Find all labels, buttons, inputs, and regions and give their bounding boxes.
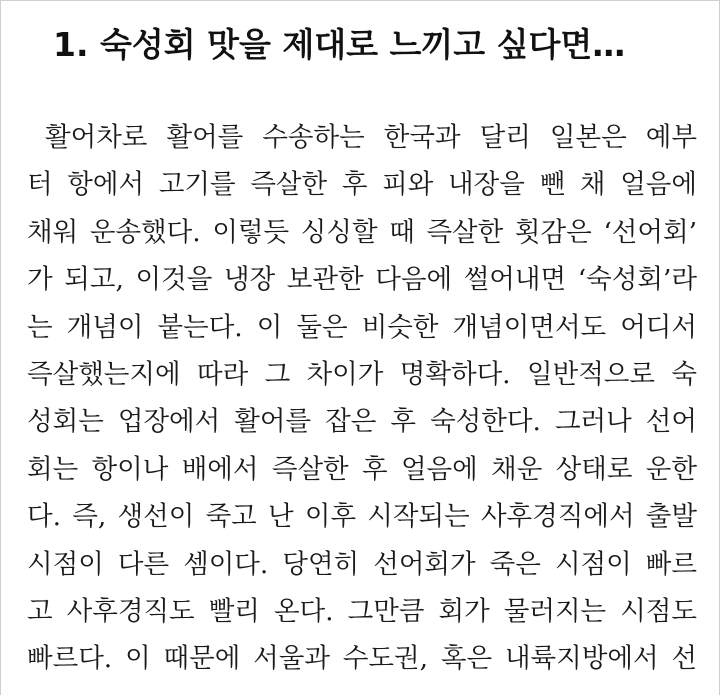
body-line: 다. 즉, 생선이 죽고 난 이후 시작되는 사후경직에서 출발 (27, 501, 697, 533)
body-line: 성회는 업장에서 활어를 잡은 후 숙성한다. 그러나 선어 (27, 406, 697, 438)
body-line: 고 사후경직도 빨리 온다. 그만큼 회가 물러지는 시점도 (27, 595, 697, 627)
body-line: 채워 운송했다. 이렇듯 싱싱할 때 즉살한 횟감은 ‘선어회’ (27, 216, 697, 248)
body-line: 빠르다. 이 때문에 서울과 수도권, 혹은 내륙지방에서 선 (27, 643, 697, 675)
body-line: 가 되고, 이것을 냉장 보관한 다음에 썰어내면 ‘숙성회’라 (27, 264, 697, 296)
body-line: 터 항에서 고기를 즉살한 후 피와 내장을 뺀 채 얼음에 (27, 169, 697, 201)
body-line: 는 개념이 붙는다. 이 둘은 비슷한 개념이면서도 어디서 (27, 311, 697, 343)
section-heading: 1. 숙성회 맛을 제대로 느끼고 싶다면… (53, 25, 626, 64)
body-line: 시점이 다른 셈이다. 당연히 선어회가 죽은 시점이 빠르 (27, 548, 697, 580)
article-body (27, 114, 697, 683)
body-line: 즉살했는지에 따라 그 차이가 명확하다. 일반적으로 숙 (27, 358, 697, 390)
body-line: 회는 항이나 배에서 즉살한 후 얼음에 채운 상태로 운한 (27, 453, 697, 485)
body-line: 활어차로 활어를 수송하는 한국과 달리 일본은 예부 (45, 122, 697, 153)
